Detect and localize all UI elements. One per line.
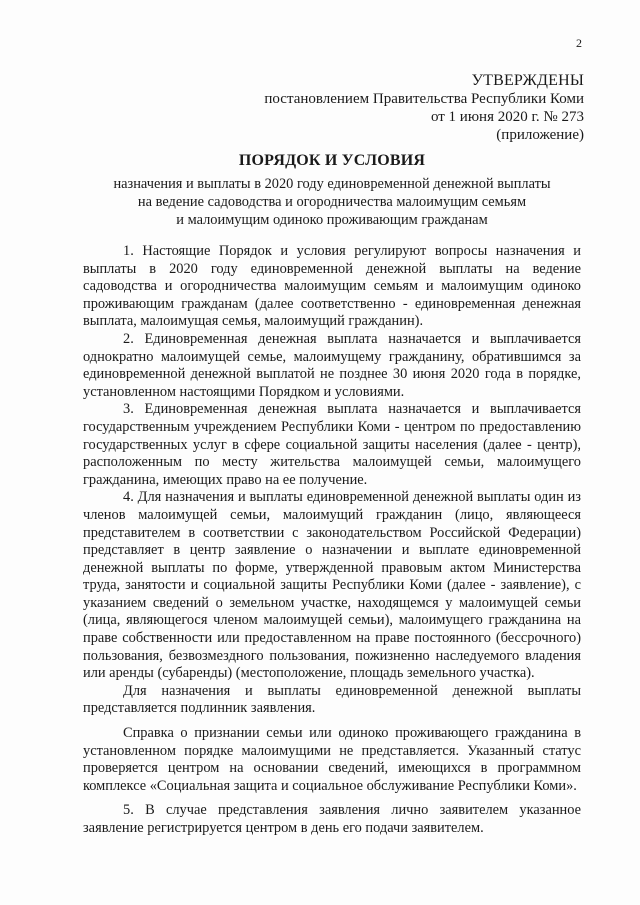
paragraph-5: 5. В случае представления заявления лично заявителем указанное заявление регистрируется центром в день его подачи заявителем. <box>83 802 581 836</box>
paragraph-4: 4. Для назначения и выплаты единовременной денежной выплаты один из членов малоимущей семьи, малоимущий гражданин (лицо, являющееся представителем в соответствии с законодательством Российской Федерации) представляет в центр заявление о назначении и выплате единовременной денежной выплаты по форме, утвержденной правовым актом Министерства труда, занятости и социальной защиты Республики Коми (далее - заявление), с указанием сведений о земельном участке, находящемся у малоимущей семьи (лица, являющегося членом малоимущей семьи), малоимущего гражданина на праве собственности или предоставленном на праве постоянного (бессрочного) пользования, безвозмездного пользования, пожизненно наследуемого владения или аренды (субаренды) (местоположение, площадь земельного участка). <box>83 489 581 682</box>
approval-appendix-note: (приложение) <box>496 127 584 143</box>
approval-heading: УТВЕРЖДЕНЫ <box>471 72 584 89</box>
document-subtitle <box>0 175 640 230</box>
page-number: 2 <box>576 36 582 50</box>
paragraph-4-status-note: Справка о признании семьи или одиноко проживающего гражданина в установленном порядке малоимущими не представляется. Указанный статус проверяется центром на основании сведений, имеющихся в программном комплексе «Социальная защита и социальное обслуживание Республики Коми». <box>83 725 581 794</box>
approval-resolution: постановлением Правительства Республики Коми <box>264 91 584 107</box>
subtitle-line: и малоимущим одиноко проживающим гражданам <box>176 212 488 229</box>
approval-date-number: от 1 июня 2020 г. № 273 <box>430 109 584 125</box>
subtitle-line: назначения и выплаты в 2020 году единовременной денежной выплаты <box>113 176 551 192</box>
document-body <box>83 243 581 838</box>
paragraph-2: 2. Единовременная денежная выплата назначается и выплачивается однократно малоимущей семье, малоимущему гражданину, обратившимся за единовременной денежной выплатой не позднее 30 июня 2020 года в порядке, установленном настоящими Порядком и условиями. <box>83 330 581 400</box>
approval-stamp <box>224 72 584 144</box>
paragraph-3: 3. Единовременная денежная выплата назначается и выплачивается государственным учреждением Республики Коми - центром по предоставлению государственных услуг в сфере социальной защиты населения (далее - центр), расположенным по месту жительства малоимущей семьи, малоимущего гражданина, имеющих право на ее получение. <box>83 401 581 488</box>
paragraph-4-original-note: Для назначения и выплаты единовременной денежной выплаты представляется подлинник заявления. <box>83 682 581 717</box>
subtitle-line: на ведение садоводства и огородничества малоимущим семьям <box>137 194 527 211</box>
document-title: ПОРЯДОК И УСЛОВИЯ <box>238 152 426 169</box>
paragraph-1: 1. Настоящие Порядок и условия регулируют вопросы назначения и выплаты в 2020 году единовременной денежной выплаты на ведение садоводства и огородничества малоимущим семьям и малоимущим одиноко проживающим гражданам (далее соответственно - единовременная денежная выплата, малоимущая семья, малоимущий гражданин). <box>83 243 581 330</box>
